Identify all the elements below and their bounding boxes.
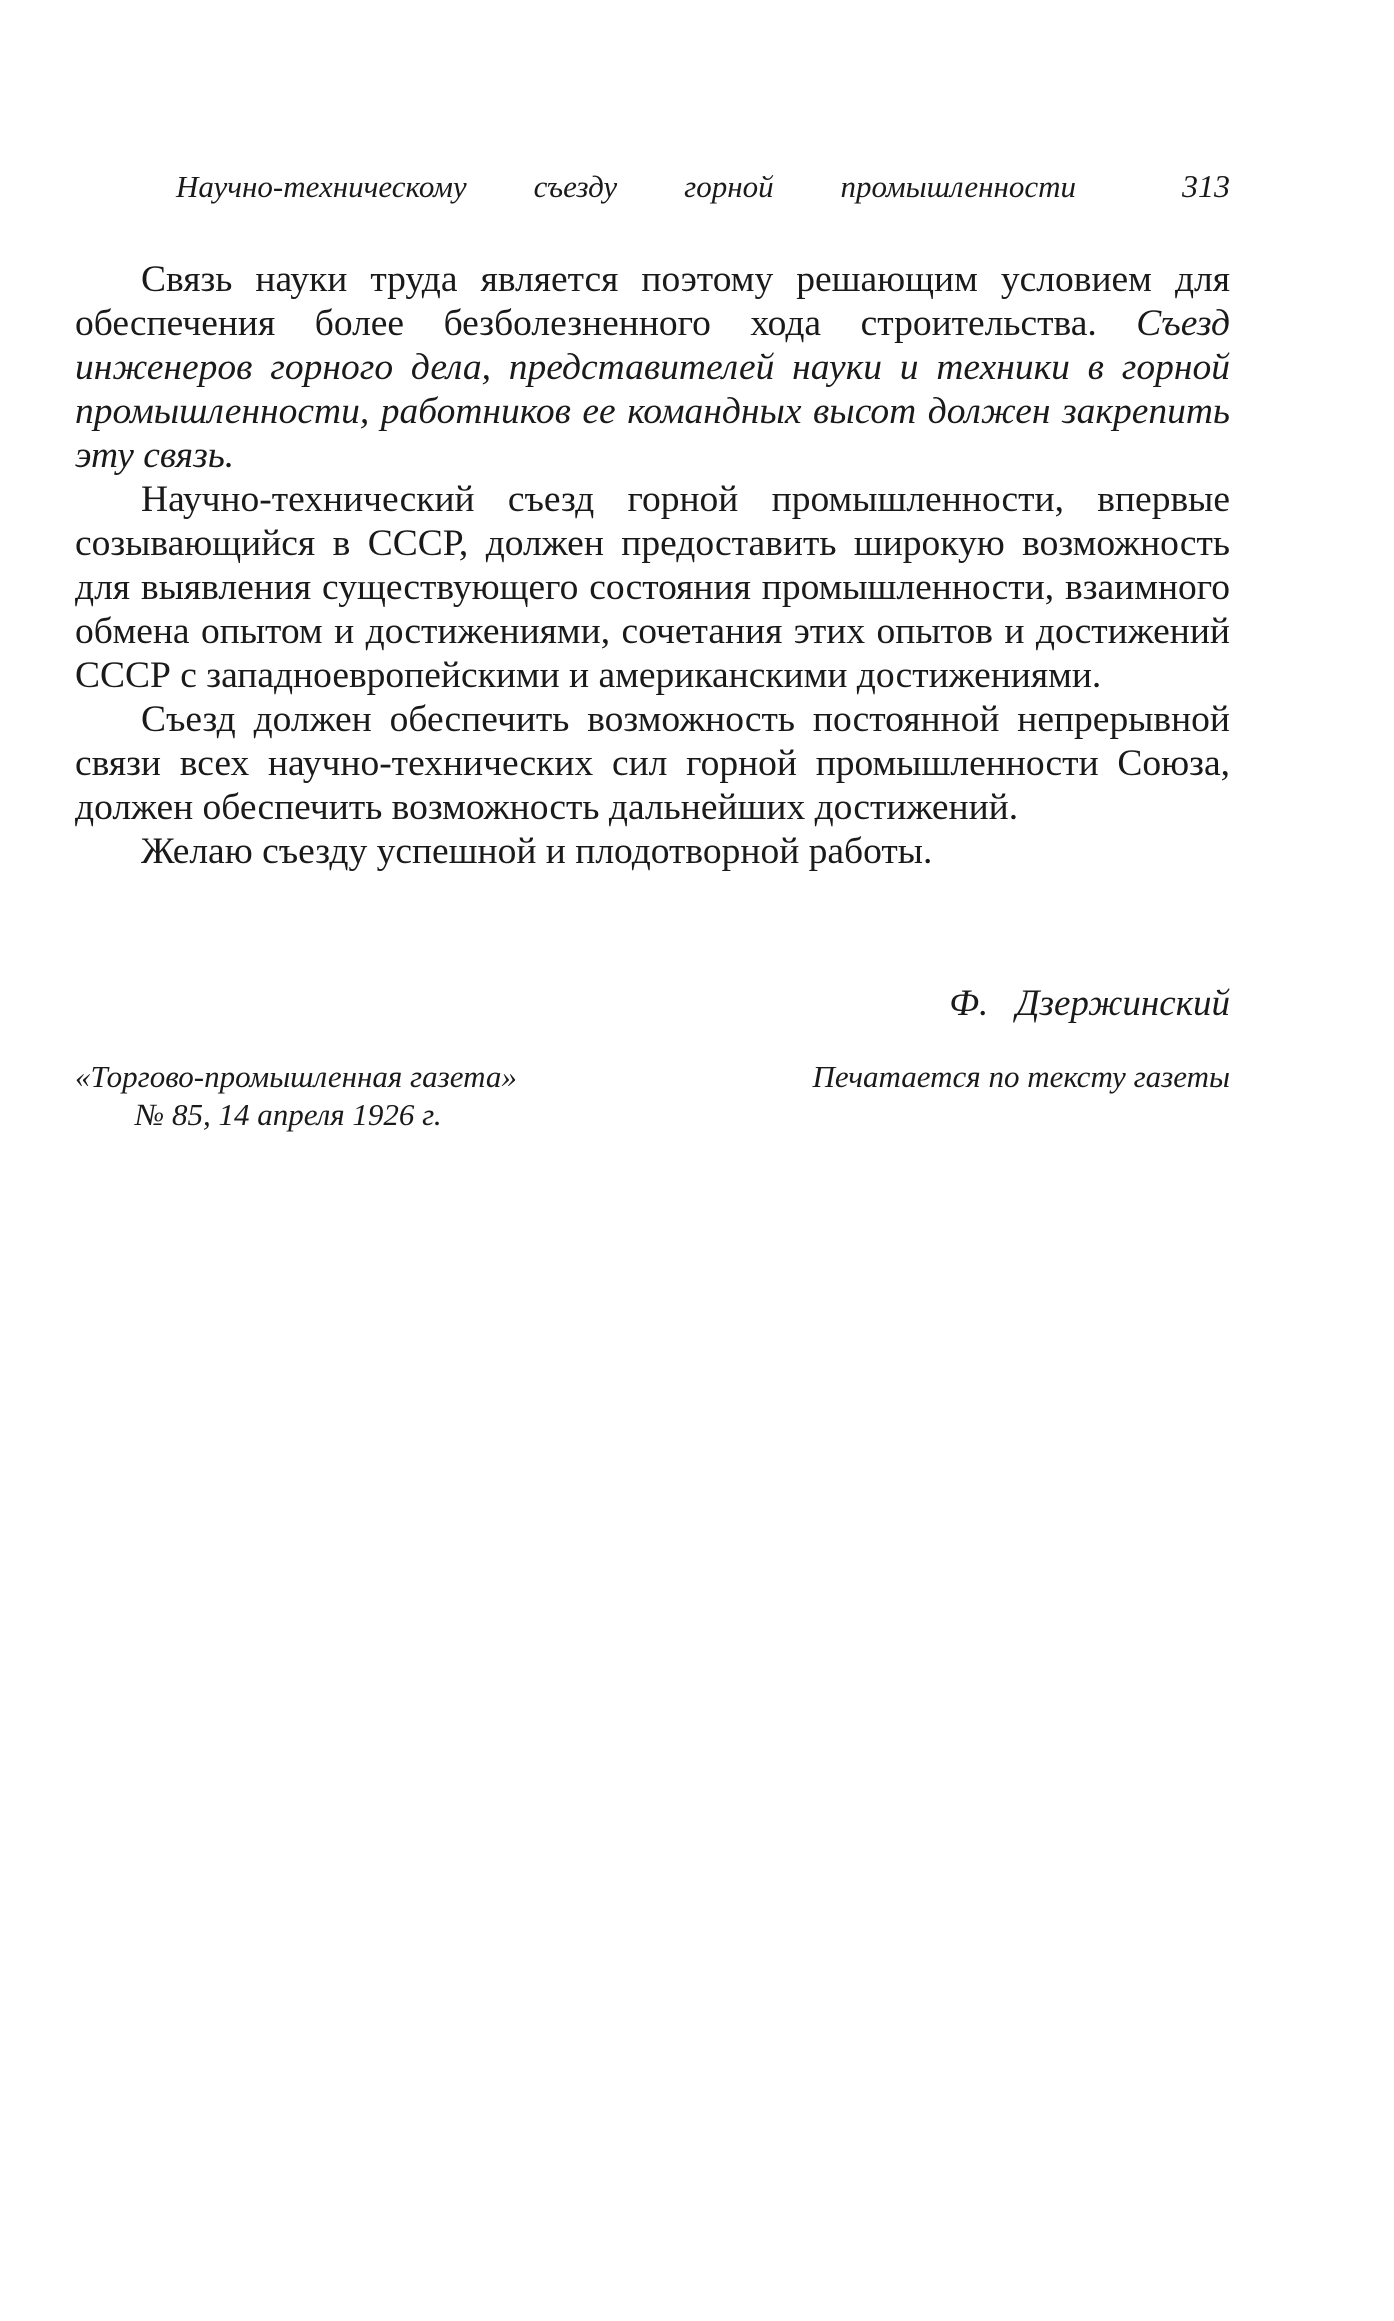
running-head-title (176, 167, 1076, 207)
paragraph-1 (75, 258, 1230, 478)
running-head-word: промышленности (840, 169, 1076, 204)
body-text (75, 258, 1230, 874)
source-issue: № 85, 14 апреля 1926 г. (135, 1097, 442, 1132)
paragraph-4: Желаю съезду успешной и плодотворной работы. (141, 831, 933, 872)
source-note: Печатается по тексту газеты (812, 1059, 1230, 1094)
page-number: 313 (1182, 168, 1230, 204)
running-head-word: Научно-техническому (176, 169, 467, 204)
source-publication: «Торгово-промышленная газета» (75, 1059, 517, 1094)
paragraph-1-italic: Съезд инженеров горного дела, представителей науки и техники в горной промышленности, работников ее командных высот должен закрепить эту связь. (75, 303, 1230, 476)
running-head (176, 166, 1230, 207)
paragraph-1-normal: Связь науки труда является поэтому решающим условием для обеспечения более безболезненного хода строительства. (75, 259, 1230, 344)
source-citation (75, 1058, 517, 1134)
paragraph-2: Научно-технический съезд горной промышленности, впервые созывающийся в СССР, должен предоставить широкую возможность для выявления существующего состояния промышленности, взаимного обмена опытом и достижениями, сочетания этих опытов и достижений СССР с западноевропейскими и американскими достижениями. (75, 479, 1230, 696)
running-head-word: горной (684, 169, 774, 204)
running-head-word: съезду (533, 169, 618, 204)
paragraph-3: Съезд должен обеспечить возможность постоянной непрерывной связи всех научно-технических сил горной промышленности Союза, должен обеспечить возможность дальнейших достижений. (75, 699, 1230, 828)
signature: Ф. Дзержинский (949, 983, 1230, 1024)
